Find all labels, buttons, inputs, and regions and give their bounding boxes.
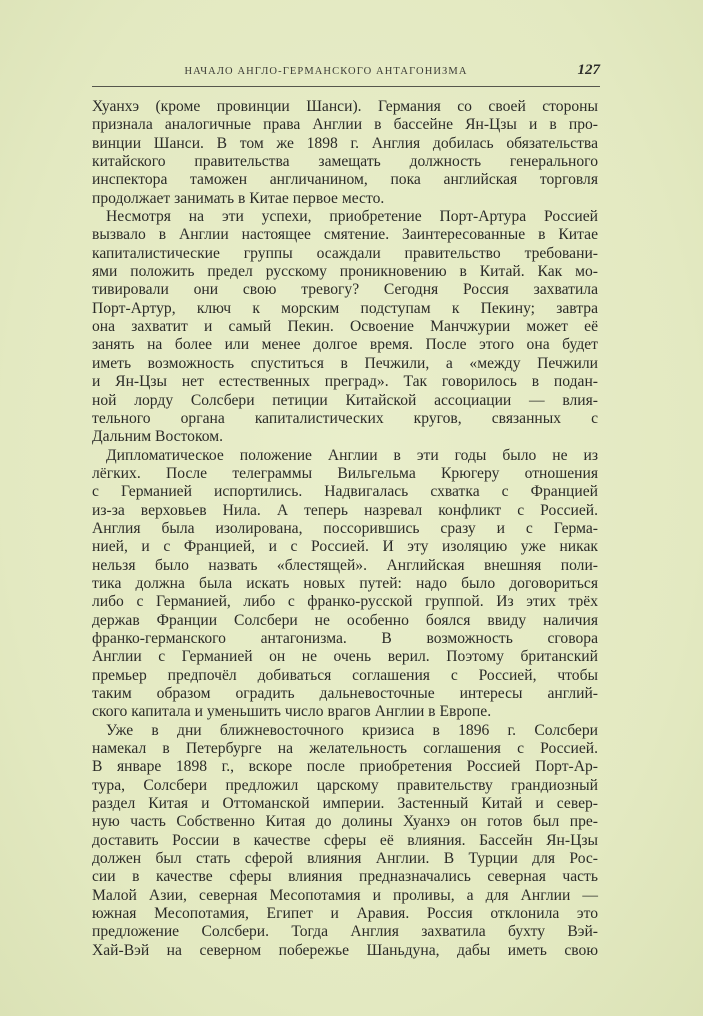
- paragraph: [92, 208, 598, 446]
- text-line: Дальним Востоком.: [92, 428, 224, 446]
- text-line: тика должна была искать новых путей: надо было договориться: [92, 574, 598, 592]
- text-line: лёгких. После телеграммы Вильгельма Крюгеру отношения: [92, 464, 598, 482]
- text-line: раздел Китая и Оттоманской империи. Застенный Китай и север-: [92, 795, 598, 813]
- text-line: из-за верховьев Нила. А теперь назревал конфликт с Россией.: [92, 501, 598, 519]
- text-line: с Германией испортились. Надвигалась схватка с Францией: [92, 483, 598, 501]
- text-line: винции Шанси. В том же 1898 г. Англия добилась обязательства: [92, 134, 598, 152]
- text-line: признала аналогичные права Англии в бассейне Ян-Цзы и в про-: [92, 116, 598, 134]
- text-line: и Ян-Цзы нет естественных преград». Так говорилось в подан-: [92, 373, 598, 391]
- text-line: занять на более или менее долгое время. После этого она будет: [92, 336, 598, 354]
- text-line: сии в качестве сферы влияния предназначались северная часть: [92, 868, 598, 886]
- text-line: ского капитала и уменьшить число врагов Англии в Европе.: [92, 703, 492, 721]
- text-line: предложение Солсбери. Тогда Англия захватила бухту Вэй-: [92, 923, 598, 941]
- text-line: ями положить предел русскому проникновению в Китай. Как мо-: [92, 263, 598, 281]
- text-line: инспектора таможен англичанином, пока английская торговля: [92, 171, 598, 189]
- text-line: должен был стать сферой влияния Англии. В Турции для Рос-: [92, 850, 598, 868]
- text-line: Дипломатическое положение Англии в эти годы было не из: [106, 446, 598, 464]
- text-line: иметь возможность спуститься в Печжили, а «между Печжили: [92, 354, 598, 372]
- text-line: китайского правительства замещать должность генерального: [92, 153, 598, 171]
- text-line: Англия была изолирована, поссорившись сразу и с Герма-: [92, 519, 598, 537]
- text-line: тура, Солсбери предложил царскому правительству грандиозный: [92, 776, 598, 794]
- text-line: намекал в Петербурге на желательность соглашения с Россией.: [92, 740, 598, 758]
- text-line: Хуанхэ (кроме провинции Шанси). Германия со своей стороны: [92, 98, 598, 115]
- paragraph: [92, 98, 598, 208]
- text-line: тельного органа капиталистических кругов, связанных с: [92, 409, 598, 427]
- paragraph: [92, 722, 598, 960]
- paragraph: [92, 447, 598, 722]
- text-line: вызвало в Англии настоящее смятение. Заинтересованные в Китае: [92, 226, 598, 244]
- header-rule: [92, 86, 600, 87]
- text-line: Порт-Артур, ключ к морским подступам к Пекину; завтра: [92, 299, 598, 317]
- text-line: держав Франции Солсбери не особенно боялся ввиду наличия: [92, 611, 598, 629]
- text-line: В январе 1898 г., вскоре после приобретения Россией Порт-Ар-: [92, 758, 598, 776]
- text-line: Малой Азии, северная Месопотамия и проливы, а для Англии —: [92, 886, 598, 904]
- text-line: премьер предпочёл добиваться соглашения с Россией, чтобы: [92, 666, 598, 684]
- text-line: капиталистические группы осаждали правительство требовани-: [92, 244, 598, 262]
- text-line: Уже в дни ближневосточного кризиса в 1896 г. Солсбери: [106, 721, 598, 739]
- text-line: южная Месопотамия, Египет и Аравия. Россия отклонила это: [92, 905, 598, 923]
- text-line: она захватит и самый Пекин. Освоение Манчжурии может её: [92, 318, 598, 336]
- text-line: нельзя было назвать «блестящей». Английская внешняя поли-: [92, 556, 598, 574]
- page-number: 127: [577, 62, 600, 78]
- body-text: [92, 98, 598, 960]
- text-line: либо с Германией, либо с франко-русской группой. Из этих трёх: [92, 593, 598, 611]
- text-line: нией, и с Францией, и с Россией. И эту изоляцию уже никак: [92, 538, 598, 556]
- text-line: франко-германского антагонизма. В возможность сговора: [92, 629, 598, 647]
- text-line: ную часть Собственно Китая до долины Хуанхэ он готов был пре-: [92, 813, 598, 831]
- page-header: [92, 62, 600, 84]
- text-line: ной лорду Солсбери петиции Китайской ассоциации — влия-: [92, 391, 598, 409]
- running-title: НАЧАЛО АНГЛО-ГЕРМАНСКОГО АНТАГОНИЗМА: [184, 66, 468, 77]
- text-line: таким образом оградить дальневосточные интересы англий-: [92, 685, 598, 702]
- text-line: Несмотря на эти успехи, приобретение Порт-Артура Россией: [106, 208, 598, 226]
- text-line: Англии с Германией он не очень верил. Поэтому британский: [92, 648, 598, 666]
- text-line: доставить России в качестве сферы её влияния. Бассейн Ян-Цзы: [92, 831, 598, 849]
- text-line: продолжает занимать в Китае первое место.: [92, 189, 385, 207]
- text-line: тивировали они свою тревогу? Сегодня Россия захватила: [92, 281, 598, 299]
- text-line: Хай-Вэй на северном побережье Шаньдуна, дабы иметь свою: [92, 941, 598, 959]
